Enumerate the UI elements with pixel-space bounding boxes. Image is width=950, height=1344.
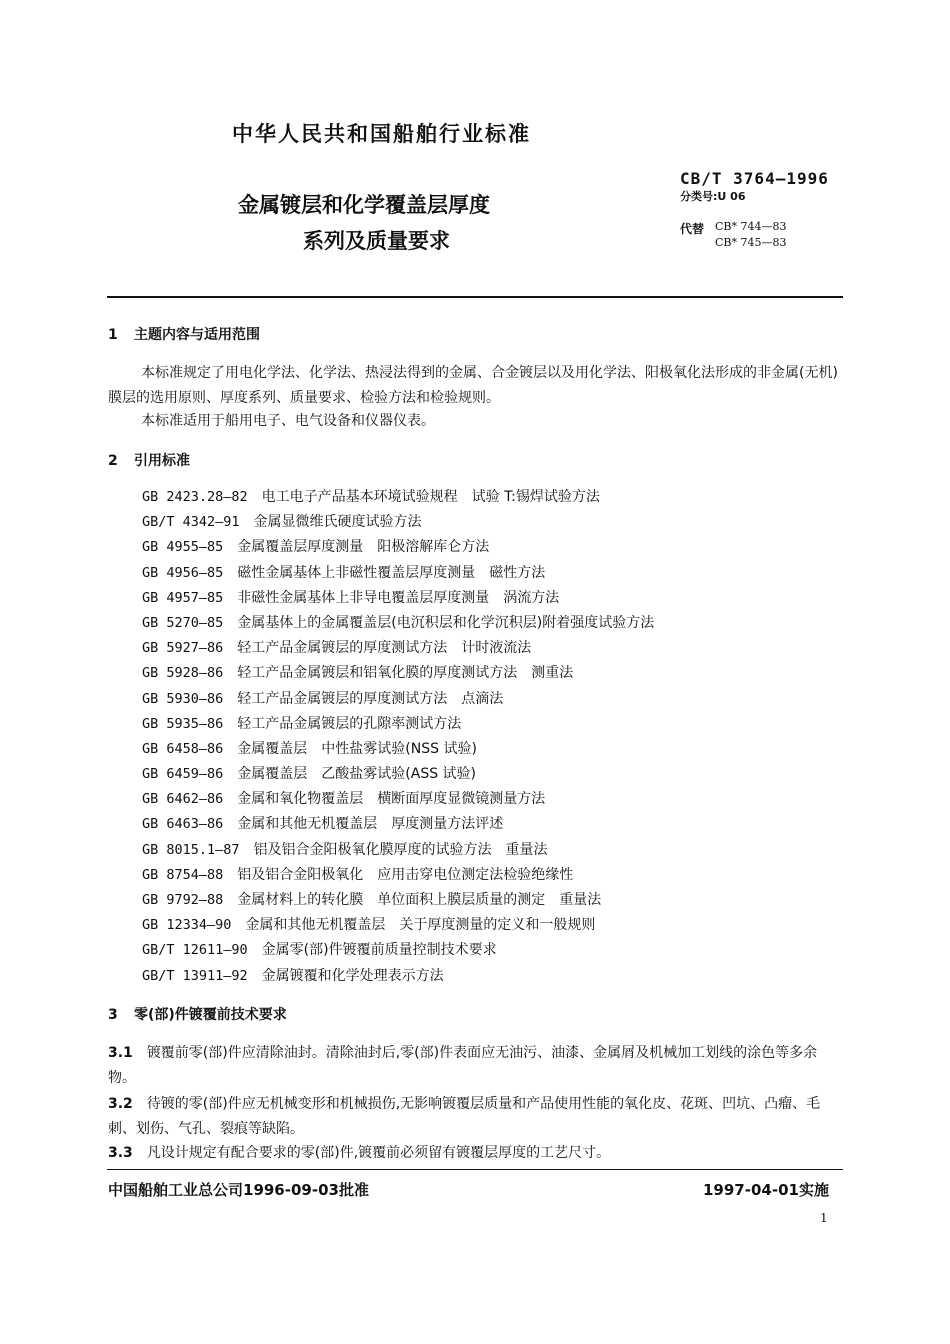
header-divider [107, 296, 843, 298]
document-title-line2: 系列及质量要求 [303, 229, 450, 253]
reference-standards-list [142, 487, 654, 991]
reference-code: GB 2423.28—82 [142, 489, 248, 505]
reference-code: GB 4955—85 [142, 539, 224, 556]
section-number: 2 [108, 453, 118, 469]
reference-title: 金属和其他无机覆盖层 关于厚度测量的定义和一般规则 [245, 917, 596, 934]
list-item [142, 563, 654, 588]
list-item [142, 865, 654, 890]
reference-code: GB 4956—85 [142, 564, 224, 581]
reference-code: GB 6459—86 [142, 766, 224, 783]
section-title: 引用标准 [134, 453, 190, 469]
reference-code: GB 5928—86 [142, 665, 224, 682]
list-item [142, 512, 654, 537]
clause-number: 3.2 [108, 1096, 133, 1112]
reference-title: 金属覆盖层厚度测量 阳极溶解库仑方法 [237, 539, 490, 556]
standard-code: CB/T 3764—1996 [680, 169, 829, 188]
clause-3-2: 3.2 待镀的零(部)件应无机械变形和机械损伤,无影响镀覆层质量和产品使用性能的氧化皮、花斑、凹坑、凸瘤、毛刺、划伤、气孔、裂痕等缺陷。 [108, 1096, 821, 1137]
list-item [142, 487, 654, 512]
replaced-standard: CB* 745—83 [715, 236, 787, 249]
list-item [142, 814, 654, 839]
reference-title: 金属覆盖层 中性盐雾试验(NSS 试验) [237, 740, 477, 757]
effective-date: 1997-04-01实施 [703, 1181, 829, 1199]
list-item [142, 714, 654, 739]
clause-3-1: 3.1 镀覆前零(部)件应清除油封。清除油封后,零(部)件表面应无油污、油漆、金属屑及机械加工划线的涂色等多余物。 [108, 1045, 818, 1086]
clause-3-3: 3.3 凡设计规定有配合要求的零(部)件,镀覆前必须留有镀覆层厚度的工艺尺寸。 [108, 1145, 611, 1161]
replaced-standard: CB* 744—83 [715, 220, 787, 233]
reference-code: GB 5927—86 [142, 640, 224, 657]
reference-title: 铝及铝合金阳极氧化膜厚度的试验方法 重量法 [253, 841, 548, 858]
reference-title: 金属镀覆和化学处理表示方法 [261, 967, 444, 984]
list-item [142, 537, 654, 562]
reference-title: 金属基体上的金属覆盖层(电沉积层和化学沉积层)附着强度试验方法 [237, 614, 655, 631]
section-number: 1 [108, 327, 118, 343]
section-1-paragraph-1: 本标准规定了用电化学法、化学法、热浸法得到的金属、合金镀层以及用化学法、阳极氧化法形成的非金属(无机)膜层的选用原则、厚度系列、质量要求、检验方法和检验规则。 [108, 365, 838, 406]
section-number: 3 [108, 1007, 118, 1023]
reference-code: GB 6462—86 [142, 791, 224, 808]
reference-code: GB/T 13911—92 [142, 967, 248, 984]
reference-title: 铝及铝合金阳极氧化 应用击穿电位测定法检验绝缘性 [237, 866, 574, 883]
list-item [142, 663, 654, 688]
list-item [142, 764, 654, 789]
list-item [142, 689, 654, 714]
reference-title: 轻工产品金属镀层的厚度测试方法 点滴法 [237, 690, 504, 707]
reference-title: 轻工产品金属镀层的孔隙率测试方法 [237, 715, 462, 732]
reference-code: GB 9792—88 [142, 892, 224, 908]
reference-code: GB 4957—85 [142, 589, 224, 606]
list-item [142, 789, 654, 814]
section-3-heading [108, 1004, 287, 1024]
issuing-organization: 中华人民共和国船舶行业标准 [232, 122, 531, 146]
replaces-label: 代替 [680, 222, 705, 236]
list-item [142, 588, 654, 613]
section-title: 主题内容与适用范围 [134, 327, 260, 343]
list-item [142, 915, 654, 940]
reference-code: GB 8015.1—87 [142, 841, 240, 858]
reference-code: GB 5930—86 [142, 690, 224, 707]
document-title-line1: 金属镀层和化学覆盖层厚度 [238, 193, 490, 217]
reference-code: GB 6463—86 [142, 816, 224, 833]
reference-code: GB 6458—86 [142, 740, 224, 757]
reference-title: 金属和其他无机覆盖层 厚度测量方法评述 [237, 816, 504, 833]
section-1-heading [108, 324, 260, 344]
list-item [142, 840, 654, 865]
section-title: 零(部)件镀覆前技术要求 [134, 1007, 287, 1023]
reference-title: 金属零(部)件镀覆前质量控制技术要求 [261, 942, 497, 959]
list-item [142, 739, 654, 764]
list-item [142, 940, 654, 965]
list-item [142, 638, 654, 663]
page-number: 1 [820, 1211, 828, 1225]
reference-title: 金属材料上的转化膜 单位面积上膜层质量的测定 重量法 [237, 892, 602, 908]
reference-title: 电工电子产品基本环境试验规程 试验 T:锡焊试验方法 [261, 489, 600, 505]
reference-title: 非磁性金属基体上非导电覆盖层厚度测量 涡流方法 [237, 589, 560, 606]
reference-title: 轻工产品金属镀层的厚度测试方法 计时液流法 [237, 640, 532, 657]
reference-title: 金属显微维氏硬度试验方法 [253, 514, 422, 531]
list-item [142, 613, 654, 638]
reference-title: 金属覆盖层 乙酸盐雾试验(ASS 试验) [237, 766, 477, 783]
reference-code: GB 12334—90 [142, 917, 232, 934]
reference-code: GB 5270—85 [142, 614, 224, 631]
reference-title: 磁性金属基体上非磁性覆盖层厚度测量 磁性方法 [237, 564, 546, 581]
section-2-heading [108, 450, 190, 470]
classification-number: 分类号:U 06 [680, 190, 746, 203]
approval-statement: 中国船舶工业总公司1996-09-03批准 [108, 1181, 369, 1199]
clause-number: 3.1 [108, 1045, 133, 1061]
reference-code: GB 5935—86 [142, 715, 224, 732]
reference-title: 轻工产品金属镀层和铝氧化膜的厚度测试方法 测重法 [237, 665, 574, 682]
clause-number: 3.3 [108, 1145, 133, 1161]
section-1-paragraph-2: 本标准适用于船用电子、电气设备和仪器仪表。 [141, 413, 435, 429]
reference-code: GB 8754—88 [142, 866, 224, 883]
reference-code: GB/T 12611—90 [142, 942, 248, 959]
list-item [142, 966, 654, 991]
list-item [142, 890, 654, 915]
footer-divider [107, 1169, 843, 1170]
reference-code: GB/T 4342—91 [142, 514, 240, 531]
reference-title: 金属和氧化物覆盖层 横断面厚度显微镜测量方法 [237, 791, 546, 808]
